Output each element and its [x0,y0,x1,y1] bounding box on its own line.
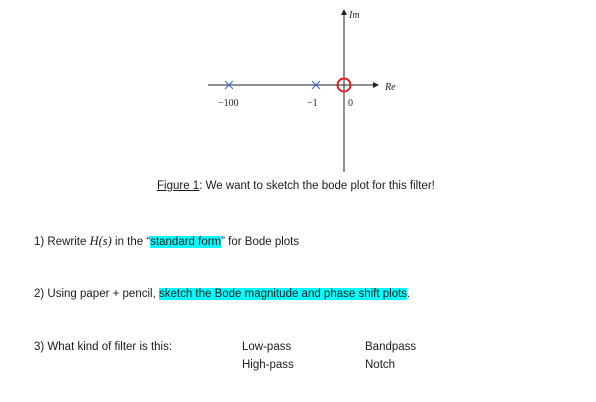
question-2-highlight: sketch the Bode magnitude and phase shift plots [158,288,408,300]
option-notch: Notch [365,359,396,371]
imaginary-axis-label: Im [349,10,360,21]
question-1-highlight: standard form [150,236,222,248]
question-1-suffix: ” for Bode plots [221,236,300,248]
option-low-pass: Low-pass [242,341,292,353]
tick-label-minus-100: −100 [218,98,239,109]
question-2 [34,288,410,300]
pole-zero-diagram [0,0,596,180]
question-1-prefix: 1) Rewrite [34,236,90,248]
question-1-math: H(s) [89,234,112,248]
question-1-middle: in the “ [111,236,151,248]
tick-label-minus-1: −1 [307,98,318,109]
question-2-suffix: . [407,288,411,300]
figure-caption-text: We want to sketch the bode plot for this filter! [202,180,435,192]
real-axis-label: Re [385,82,396,93]
question-3: 3) What kind of filter is this: [34,341,173,353]
figure-caption [157,180,435,192]
figure-label: Figure 1 [157,180,200,192]
option-high-pass: High-pass [242,359,294,371]
option-bandpass: Bandpass [365,341,417,353]
figure-label-colon: : [199,180,203,192]
question-1 [34,234,299,249]
question-2-prefix: 2) Using paper + pencil, [34,288,159,300]
tick-label-zero: 0 [348,98,353,109]
